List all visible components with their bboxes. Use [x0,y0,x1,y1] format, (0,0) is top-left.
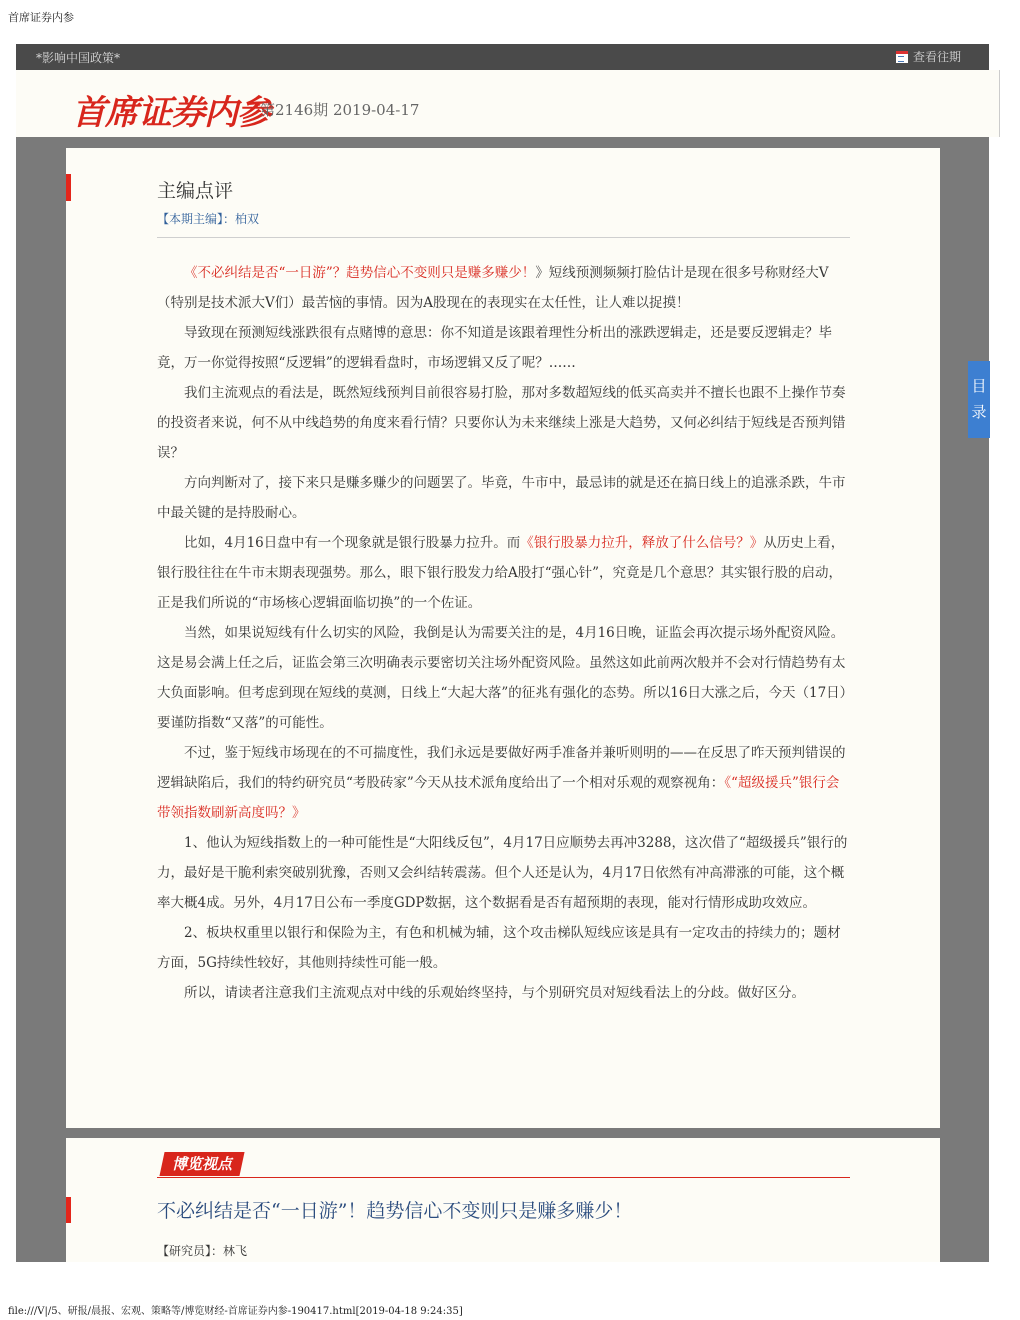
paragraph-text: 当然，如果说短线有什么切实的风险，我倒是认为需要关注的是，4月16日晚，证监会再次提示场外配资风险。这是易会满上任之后，证监会第三次明确表示要密切关注场外配资风险。虽然这如此前两次般并不会对行情趋势有太大负面影响。但考虑到现在短线的莫测，日线上“大起大落”的征兆有强化的态势。所以16日大涨之后，今天（17日）要谨防指数“又落”的可能性。 [157,625,847,731]
paragraph-text: 不过，鉴于短线市场现在的不可揣度性，我们永远是要做好两手准备并兼听则明的——在反思了昨天预判错误的逻辑缺陷后，我们的特约研究员“考股砖家”今天从技术派角度给出了一个相对乐观的观察视角： [157,745,846,791]
editorial-paragraph [157,618,850,738]
article-link[interactable]: 《“超级援兵”银行会带领指数刷新高度吗？》 [157,775,840,821]
researcher-line [157,1242,247,1259]
paragraph-text: 比如，4月16日盘中有一个现象就是银行股暴力拉升。而 [184,535,521,551]
editorial-paragraph [157,528,850,618]
paragraph-text: 1、他认为短线指数上的一种可能性是“大阳线反包”，4月17日应顺势去再冲3288，这次借了“超级援兵”银行的力，最好是干脆利索突破别犹豫，否则又会纠结转震荡。但个人还是认为，4月17日依然有冲高滞涨的可能，这个概率大概4成。另外，4月17日公布一季度GDP数据，这个数据看是否有超预期的表现，能对行情形成助攻效应。 [157,835,848,911]
article-title[interactable]: 不必纠结是否“一日游”！趋势信心不变则只是赚多赚少！ [157,1200,633,1222]
editor-name[interactable]: 柏双 [235,212,260,226]
toc-label-1: 目 [971,377,987,395]
editor-line [157,210,259,227]
toc-label-2: 录 [971,403,987,421]
toc-tab[interactable] [968,361,990,438]
divider [157,237,850,238]
paragraph-text: 导致现在预测短线涨跌很有点赌博的意思：你不知道是该跟着理性分析出的涨跌逻辑走，还是要反逻辑走？毕竟，万一你觉得按照“反逻辑”的逻辑看盘时，市场逻辑又反了呢？…… [157,325,832,371]
editorial-paragraph [157,378,850,468]
bolan-badge-label: 博览视点 [172,1155,233,1173]
editorial-body [157,258,850,1008]
paragraph-text: 我们主流观点的看法是，既然短线预判目前很容易打脸，那对多数超短线的低买高卖并不擅长也跟不上操作节奏的投资者来说，何不从中线趋势的角度来看行情？只要你认为未来继续上涨是大趋势，又何必纠结于短线是否预判错误？ [157,385,846,461]
paragraph-text: 方向判断对了，接下来只是赚多赚少的问题罢了。毕竟，牛市中，最忌讳的就是还在搞日线上的追涨杀跌，牛市中最关键的是持股耐心。 [157,475,846,521]
editorial-paragraph [157,918,850,978]
article-link[interactable]: 《银行股暴力拉升，释放了什么信号？》 [520,535,764,551]
bolan-badge [159,1152,244,1176]
browser-title: 首席证券内参 [8,11,74,24]
logo: 首席证券内参 [72,93,270,133]
section-title: 主编点评 [157,180,234,202]
editorial-paragraph [157,978,850,1008]
editorial-paragraph [157,258,850,318]
editorial-paragraph [157,318,850,378]
paragraph-text: 从历史上看，银行股往往在牛市末期表现强势。那么，眼下银行股发力给A股打“强心针”，究竟是几个意思？其实银行股的启动，正是我们所说的“市场核心逻辑面临切换”的一个佐证。 [157,535,845,611]
history-link[interactable] [896,48,961,65]
researcher-name: 林飞 [223,1244,248,1258]
editorial-paragraph [157,828,850,918]
article-link[interactable]: 《不必纠结是否“一日游”？趋势信心不变则只是赚多赚少！ [184,265,536,281]
top-bar [16,44,989,70]
editorial-paragraph [157,468,850,528]
calendar-icon [896,51,908,63]
slogan: *影响中国政策* [36,51,121,65]
bolan-divider [157,1177,850,1178]
paragraph-text: 所以，请读者注意我们主流观点对中线的乐观始终坚持，与个别研究员对短线看法上的分歧。做好区分。 [184,985,805,1001]
article-marker [66,1197,71,1223]
paragraph-text: 》短线预测频频打脸估计是现在很多号称财经大V（特别是技术派大V们）最苦恼的事情。因为A股现在的表现实在太任性，让人难以捉摸！ [157,265,829,311]
footer-path: file:///V|/5、研报/晨报、宏观、策略等/博览财经-首席证券内参-190417.html[2019-04-18 9:24:35] [8,1306,463,1317]
researcher-label: 【研究员】： [157,1244,224,1258]
section-marker [66,174,71,201]
paragraph-text: 2、板块权重里以银行和保险为主，有色和机械为辅，这个攻击梯队短线应该是具有一定攻击的持续力的；题材方面，5G持续性较好，其他则持续性可能一般。 [157,925,841,971]
history-label: 查看往期 [912,50,961,64]
editor-label: 【本期主编】： [157,212,236,226]
issue-number: 第2146期 2019-04-17 [260,101,420,119]
editorial-paragraph [157,738,850,828]
